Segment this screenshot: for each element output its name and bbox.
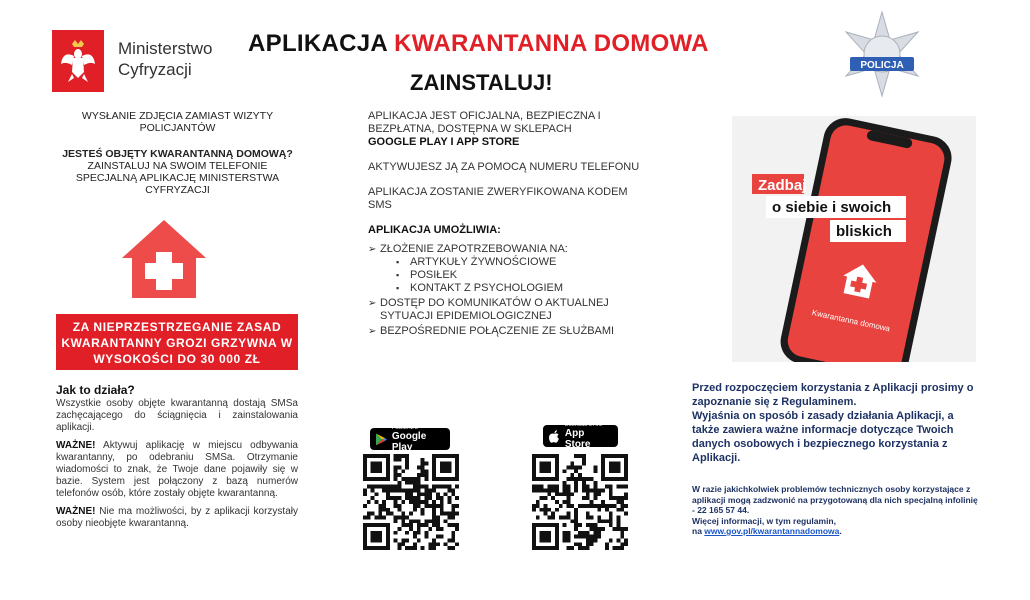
app-store-qr-code[interactable] [532, 454, 628, 550]
google-play-qr-code[interactable] [363, 454, 459, 550]
app-store-badge[interactable] [543, 422, 618, 450]
gp-label: Google Play [391, 431, 427, 453]
features-list [368, 243, 648, 338]
house-cross-icon [120, 218, 208, 300]
how-paragraph-3 [56, 506, 298, 530]
google-play-badge[interactable] [370, 425, 450, 453]
intro-text: WYSŁANIE ZDJĘCIA ZAMIAST WIZYTY POLICJANTÓW [81, 110, 274, 134]
list-item: ➢ BEZPOŚREDNIE POŁĄCZENIE ZE SŁUŻBAMI [368, 325, 648, 338]
page-title [248, 30, 709, 58]
list-item: ▪ KONTAKT Z PSYCHOLOGIEM [380, 282, 648, 295]
website-link[interactable]: www.gov.pl/kwarantannadomowa [704, 526, 840, 536]
ministry-line2: Cyfryzacji [118, 60, 192, 79]
google-play-icon [376, 433, 387, 446]
important-label: WAŻNE! [56, 506, 96, 517]
question-text: JESTEŚ OBJĘTY KWARANTANNĄ DOMOWĄ? [62, 148, 293, 160]
how-title: Jak to działa? [56, 383, 135, 397]
phone-slogan-line3: bliskich [836, 223, 892, 240]
ministry-name [118, 38, 212, 80]
phone-illustration [732, 116, 976, 362]
verification-text: APLIKACJA ZOSTANIE ZWERYFIKOWANA KODEM SMS [368, 186, 628, 211]
list-item: ▪ ARTYKUŁY ŻYWNOŚCIOWE [380, 256, 648, 269]
sub-list [380, 256, 648, 295]
how-paragraph-2 [56, 440, 298, 500]
title-app-name: KWARANTANNA DOMOWA [394, 30, 709, 57]
list-item: ▪ POSIŁEK [380, 269, 648, 282]
phone-graphic [732, 116, 976, 362]
eagle-icon [60, 38, 96, 84]
police-star-icon [840, 10, 924, 98]
website-line [692, 526, 982, 537]
important-label: WAŻNE! [56, 440, 96, 451]
enables-title-text: APLIKACJA UMOŻLIWIA [368, 224, 498, 236]
app-info [368, 110, 648, 340]
fine-warning-banner: ZA NIEPRZESTRZEGANIE ZASAD KWARANTANNY GROZI GRZYWNA W WYSOKOŚCI DO 30 000 ZŁ [56, 314, 298, 370]
how-p3-text: Nie ma możliwości, by z aplikacji korzystały osoby nieobjęte kwarantanną. [56, 506, 298, 529]
notice-text-2: Wyjaśnia on sposób i zasady działania Aplikacji, a także zawiera ważne informacje dotyczące Twoich danych osobowych i bezpiecznego korzystania z Aplikacji. [692, 410, 954, 464]
phone-slogan-line1: Zadbaj [758, 177, 807, 194]
list-item [368, 243, 648, 295]
how-p2-text: Aktywuj aplikację w miejscu odbywania kwarantanny, po odebraniu SMSa. Otrzymanie wiadomości to znak, że Twoje dane pojawiły się w bazie. System jest połączony z bazą numerów telefonów osób, które zostały objęte kwarantanną. [56, 440, 298, 499]
title-part1: APLIKACJA [248, 30, 395, 57]
install-text: ZAINSTALUJ NA SWOIM TELEFONIE SPECJALNĄ APLIKACJĘ MINISTERSTWA CYFRYZACJI [75, 160, 280, 196]
enables-title: APLIKACJA UMOŻLIWIA: [368, 224, 501, 236]
official-text: APLIKACJA JEST OFICJALNA, BEZPIECZNA I BEZPŁATNA, DOSTĘPNA W SKLEPACH [368, 110, 601, 135]
regulations-notice [692, 381, 982, 465]
gp-small-label: POBIERZ Z [391, 425, 419, 431]
phone-slogan-line2: o siebie i swoich [772, 199, 892, 216]
helpline-info [692, 484, 982, 537]
website-suffix: . [839, 526, 842, 536]
list-item: ➢ DOSTĘP DO KOMUNIKATÓW O AKTUALNEJ SYTUACJI EPIDEMIOLOGICZNEJ [368, 297, 648, 323]
website-prefix: na [692, 526, 705, 536]
ministry-line1: Ministerstwo [118, 39, 213, 58]
how-it-works [56, 384, 298, 536]
stores-text: GOOGLE PLAY I APP STORE [368, 136, 520, 148]
activation-text: AKTYWUJESZ JĄ ZA POMOCĄ NUMERU TELEFONU [368, 161, 640, 173]
police-label: POLICJA [860, 60, 904, 71]
as-label: App Store [564, 428, 591, 450]
feature-text: ZŁOŻENIE ZAPOTRZEBOWANIA NA: [380, 243, 568, 255]
how-paragraph-1: Wszystkie osoby objęte kwarantanną dostają SMSa zachęcającego do ściągnięcia i zainstalowania aplikacji. [56, 398, 298, 433]
install-heading: ZAINSTALUJ! [410, 70, 553, 95]
poland-eagle-logo [52, 30, 104, 92]
notice-text-1: Przed rozpoczęciem korzystania z Aplikacji prosimy o zapoznanie się z Regulaminem. [692, 382, 974, 408]
apple-icon [549, 430, 560, 443]
helpline-text: W razie jakichkolwiek problemów technicznych osoby korzystające z aplikacji mogą zadzwonić na przygotowaną dla nich specjalną infolinię - 22 165 57 44. [692, 484, 978, 515]
official-paragraph [368, 110, 648, 149]
more-info-text: Więcej informacji, w tym regulamin, [692, 515, 836, 526]
phone-app-name: Kwarantanna domowa [811, 308, 891, 334]
left-intro [60, 110, 295, 196]
as-small-label: Download on the [564, 422, 603, 428]
